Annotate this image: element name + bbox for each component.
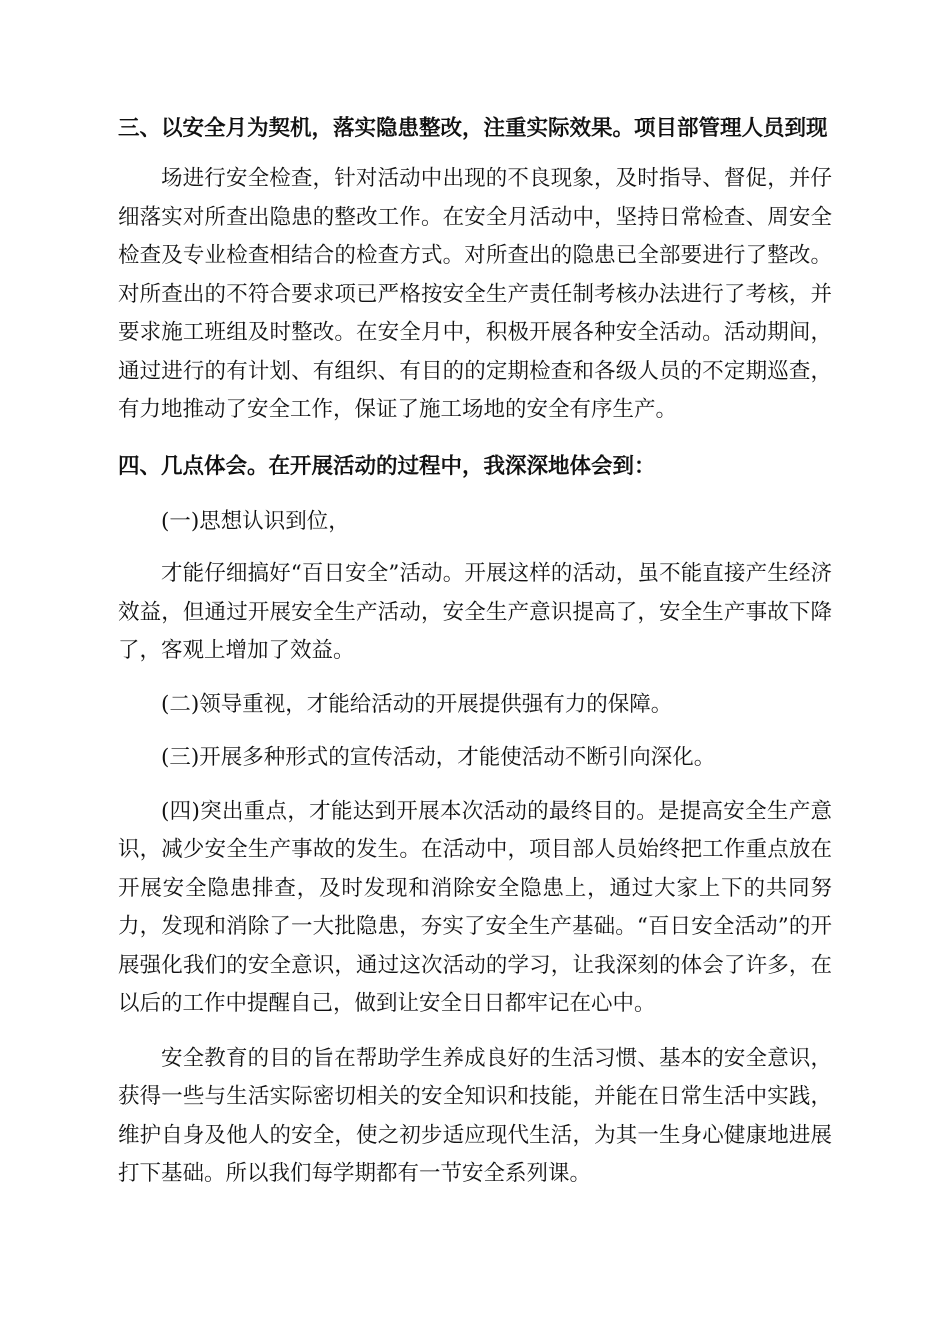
point-3: (三)开展多种形式的宣传活动，才能使活动不断引向深化。 xyxy=(161,745,716,770)
section-heading-4: 四、几点体会。在开展活动的过程中，我深深地体会到： xyxy=(118,453,656,479)
point-2: (二)领导重视，才能给活动的开展提供强有力的保障。 xyxy=(161,691,673,717)
section-heading-3: 三、以安全月为契机，落实隐患整改，注重实际效果。项目部管理人员到现 xyxy=(118,116,828,141)
document-body xyxy=(118,110,832,1194)
point-1-heading: (一)思想认识到位， xyxy=(161,508,350,534)
paragraph-safety-education: 安全教育的目的旨在帮助学生养成良好的生活习惯、基本的安全意识，获得一些与生活实际密切相关的安全知识和技能，并能在日常生活中实践，维护自身及他人的安全，使之初步适应现代生活，为其一生身心健康地进展打下基础。所以我们每学期都有一节安全系列课。 xyxy=(118,1045,832,1186)
paragraph-point-1: 才能仔细搞好“百日安全”活动。开展这样的活动，虽不能直接产生经济效益，但通过开展安全生产活动，安全生产意识提高了，安全生产事故下降了，客观上增加了效益。 xyxy=(118,561,832,663)
point-4: (四)突出重点，才能达到开展本次活动的最终目的。是提高安全生产意识，减少安全生产事故的发生。在活动中，项目部人员始终把工作重点放在开展安全隐患排查，及时发现和消除安全隐患上，通过大家上下的共同努力，发现和消除了一大批隐患，夯实了安全生产基础。“百日安全活动”的开展强化我们的安全意识，通过这次活动的学习，让我深刻的体会了许多，在以后的工作中提醒自己，做到让安全日日都牢记在心中。 xyxy=(118,798,832,1016)
paragraph-safety-inspection: 场进行安全检查，针对活动中出现的不良现象，及时指导、督促，并仔细落实对所查出隐患的整改工作。在安全月活动中，坚持日常检查、周安全检查及专业检查相结合的检查方式。对所查出的隐患已全部要进行了整改。对所查出的不符合要求项已严格按安全生产责任制考核办法进行了考核，并要求施工班组及时整改。在安全月中，积极开展各种安全活动。活动期间，通过进行的有计划、有组织、有目的的定期检查和各级人员的不定期巡查，有力地推动了安全工作，保证了施工场地的安全有序生产。 xyxy=(118,166,832,422)
